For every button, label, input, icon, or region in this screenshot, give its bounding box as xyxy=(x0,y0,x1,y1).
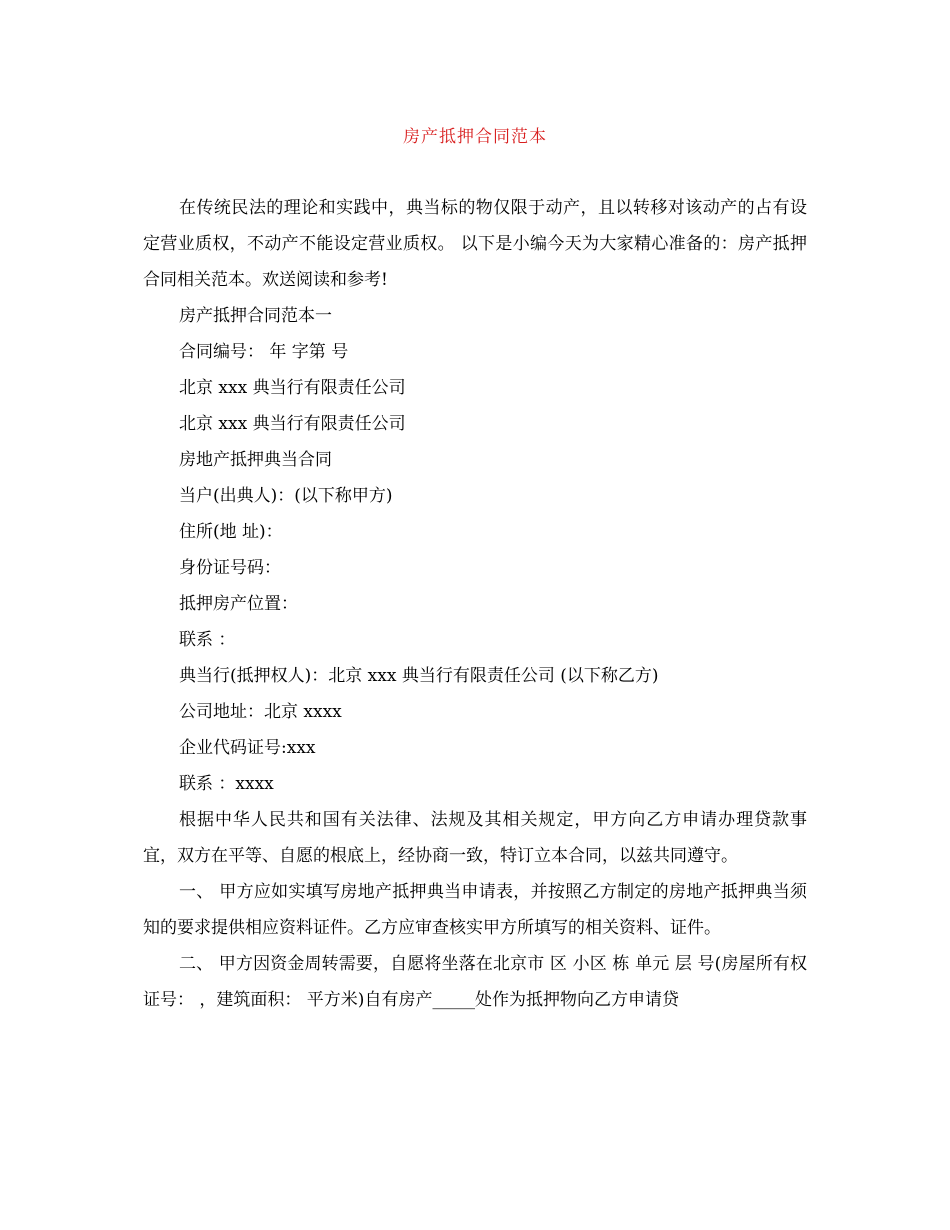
document-body xyxy=(143,190,807,1018)
contract-name-line: 房地产抵押典当合同 xyxy=(179,450,332,470)
id-number-line: 身份证号码： xyxy=(179,558,281,578)
clause-paragraph: 二、 甲方因资金周转需要，自愿将坐落在北京市 区 小区 栋 单元 层 号(房屋所有权证号： ，建筑面积： 平方米)自有房产_____处作为抵押物向乙方申请贷 xyxy=(143,954,807,1010)
body-paragraph: 根据中华人民共和国有关法律、法规及其相关规定，甲方向乙方申请办理贷款事宜，双方在平等、自愿的根底上，经协商一致，特订立本合同，以兹共同遵守。 xyxy=(143,810,807,866)
clause-paragraph: 一、 甲方应如实填写房地产抵押典当申请表，并按照乙方制定的房地产抵押典当须知的要求提供相应资料证件。乙方应审查核实甲方所填写的相关资料、证件。 xyxy=(143,882,807,938)
contact-line: 联系 ：xxxx xyxy=(179,774,274,794)
company-name-line: 北京 xxx 典当行有限责任公司 xyxy=(179,378,406,398)
address-line: 住所(地 址)： xyxy=(179,522,283,542)
contact-line: 联系 ： xyxy=(179,630,236,650)
enterprise-code-line: 企业代码证号:xxx xyxy=(179,738,316,758)
company-name-line: 北京 xxx 典当行有限责任公司 xyxy=(179,414,406,434)
document-title: 房产抵押合同范本 xyxy=(403,127,547,147)
property-location-line: 抵押房产位置： xyxy=(179,594,298,614)
pawner-line: 当户(出典人)：(以下称甲方) xyxy=(179,486,393,506)
section-heading: 房产抵押合同范本一 xyxy=(179,306,332,326)
intro-paragraph: 在传统民法的理论和实践中，典当标的物仅限于动产，且以转移对该动产的占有设定营业质权，不动产不能设定营业质权。 以下是小编今天为大家精心准备的：房产抵押合同相关范本。欢送阅读和参考! xyxy=(143,198,807,290)
pawnshop-line: 典当行(抵押权人)：北京 xxx 典当行有限责任公司 (以下称乙方) xyxy=(179,666,659,686)
company-address-line: 公司地址：北京 xxxx xyxy=(179,702,342,722)
contract-number-line: 合同编号： 年 字第 号 xyxy=(179,342,349,362)
